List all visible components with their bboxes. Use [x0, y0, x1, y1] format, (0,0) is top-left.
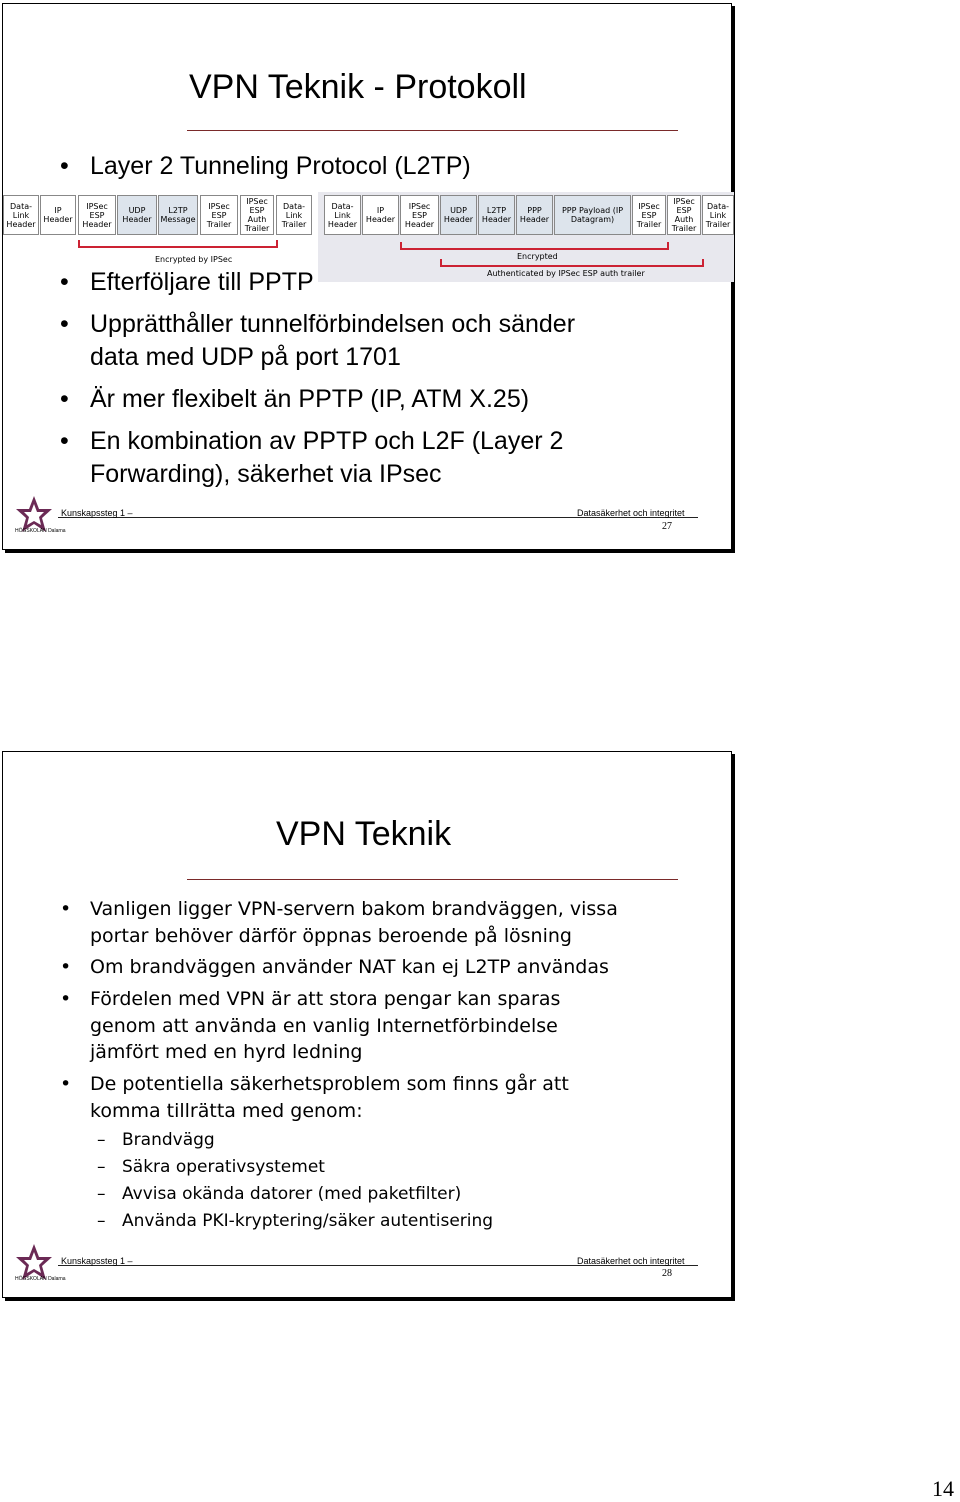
slide-number: 27 [662, 521, 672, 532]
encrypted-brace [400, 242, 669, 250]
bullet-item [60, 425, 563, 491]
packet-field-box: Data-Link Trailer [702, 195, 734, 235]
slide-title: VPN Teknik [276, 815, 452, 853]
bullet-text: Forwarding), säkerhet via IPsec [90, 460, 442, 488]
slide-title: VPN Teknik - Protokoll [189, 68, 527, 106]
bullet-text: • Är mer flexibelt än PPTP (IP, ATM X.25) [90, 385, 530, 413]
brace-label: Encrypted by IPSec [155, 255, 233, 264]
packet-field-box: IPSec ESP Auth Trailer [667, 195, 701, 235]
packet-field-box: IP Header [40, 195, 76, 235]
packet-field-box: L2TP Header [478, 195, 515, 235]
authenticated-brace [440, 259, 704, 267]
packet-field-box: IPSec ESP Header [78, 195, 116, 235]
sub-bullet-item [97, 1156, 325, 1178]
bullet-text: • Fördelen med VPN är att stora pengar kan sparas [90, 988, 561, 1010]
bullet-text: komma tillrätta med genom: [90, 1099, 363, 1122]
bullet-item [60, 896, 618, 949]
bullet-text: • Om brandväggen använder NAT kan ej L2TP användas [90, 956, 609, 978]
bullet-text: data med UDP på port 1701 [90, 343, 401, 371]
slide-number: 28 [662, 1268, 672, 1279]
packet-field-box: Data-Link Header [324, 195, 361, 235]
packet-field-box: IPSec ESP Trailer [200, 195, 238, 235]
bullet-text: • Vanligen ligger VPN-servern bakom brandväggen, vissa [90, 898, 618, 920]
footer-right: Datasäkerhet och integritet [577, 1256, 685, 1266]
bullet-item [60, 954, 609, 981]
title-rule [187, 130, 678, 131]
bullet-text: jämfört med en hyrd ledning [90, 1041, 363, 1063]
bullet-item [60, 986, 560, 1066]
brace-label: Authenticated by IPSec ESP auth trailer [487, 269, 645, 278]
bullet-item [60, 1071, 569, 1124]
sub-bullet-text: – Brandvägg [122, 1130, 215, 1150]
bullet-item [60, 383, 529, 416]
sub-bullet-text: – Avvisa okända datorer (med paketfilter) [122, 1184, 462, 1204]
footer-left: Kunskapssteg 1 – [61, 1256, 133, 1266]
packet-field-box: L2TP Message [158, 195, 198, 235]
packet-field-box: UDP Header [440, 195, 477, 235]
sub-bullet-item [97, 1129, 215, 1151]
logo-text: HÖGSKOLAN Dalarna [15, 528, 66, 534]
title-rule [187, 879, 678, 880]
packet-field-box: IPSec ESP Header [400, 195, 439, 235]
footer-left: Kunskapssteg 1 – [61, 508, 133, 518]
bullet-item [60, 150, 471, 183]
bullet-text: • Efterföljare till PPTP [90, 268, 314, 296]
bullet-item [60, 266, 314, 299]
sub-bullet-item [97, 1183, 461, 1205]
packet-field-box: UDP Header [117, 195, 157, 235]
packet-field-box: IPSec ESP Auth Trailer [240, 195, 274, 235]
bullet-text: • En kombination av PPTP och L2F (Layer 2 [90, 427, 564, 455]
bullet-text: • De potentiella säkerhetsproblem som finns går att [90, 1073, 569, 1095]
packet-field-box: IPSec ESP Trailer [632, 195, 666, 235]
sub-bullet-item [97, 1210, 493, 1232]
logo-text: HÖGSKOLAN Dalarna [15, 1276, 66, 1282]
encrypted-brace [78, 240, 278, 248]
bullet-text: • Layer 2 Tunneling Protocol (L2TP) [90, 152, 471, 180]
bullet-text: • Upprätthåller tunnelförbindelsen och sänder [90, 310, 576, 338]
document-page-number: 14 [932, 1476, 954, 1501]
packet-field-box: Data-Link Trailer [276, 195, 312, 235]
footer-right: Datasäkerhet och integritet [577, 508, 685, 518]
brace-label: Encrypted [517, 252, 558, 261]
packet-field-box: IP Header [362, 195, 399, 235]
packet-field-box: Data-Link Header [3, 195, 39, 235]
sub-bullet-text: – Säkra operativsystemet [122, 1157, 325, 1177]
packet-field-box: PPP Payload (IP Datagram) [554, 195, 631, 235]
bullet-text: portar behöver därför öppnas beroende på lösning [90, 924, 572, 947]
packet-field-box: PPP Header [516, 195, 553, 235]
sub-bullet-text: – Använda PKI-kryptering/säker autentisering [122, 1211, 494, 1231]
bullet-item [60, 308, 575, 374]
bullet-text: genom att använda en vanlig Internetförbindelse [90, 1014, 558, 1037]
